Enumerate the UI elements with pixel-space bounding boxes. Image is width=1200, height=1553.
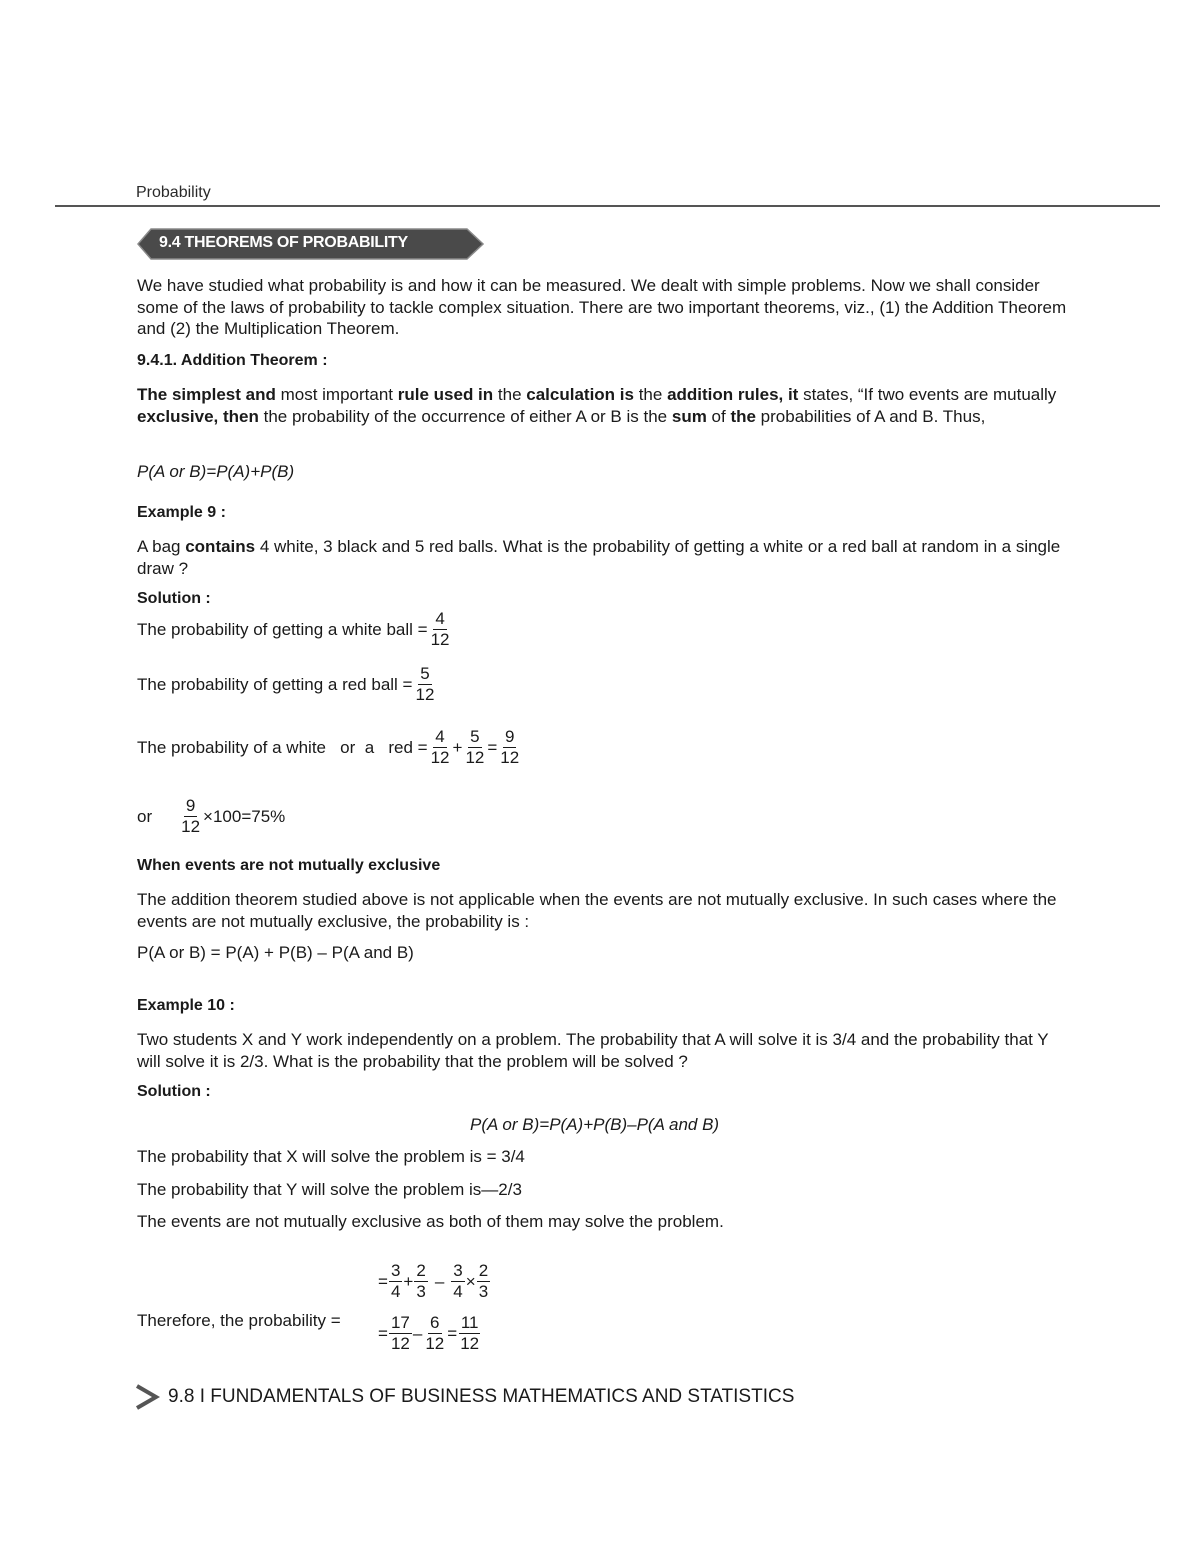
text-run: of [706, 406, 731, 426]
intro-paragraph: We have studied what probability is and how it can be measured. We dealt with simple problems. Now we shall consider some of the laws of probability to tackle complex situation. There are two important theorems, viz., (1) the Addition Theorem and (2) the Multiplication Theorem. [137, 276, 1067, 338]
fraction [414, 1262, 427, 1301]
numerator: 3 [390, 1261, 401, 1280]
denominator: 12 [500, 748, 520, 767]
addition-formula: P(A or B)=P(A)+P(B) [137, 462, 295, 481]
operator: = [378, 1323, 388, 1343]
denominator: 12 [181, 817, 201, 836]
text-bold: the [730, 406, 756, 426]
operator: + [452, 737, 463, 757]
operator: = [378, 1271, 388, 1291]
fraction [179, 797, 202, 836]
subsection-title: 9.4.1. Addition Theorem : [137, 352, 328, 369]
x-solve-probability: The probability that X will solve the problem is = 3/4 [137, 1147, 525, 1166]
fraction [429, 728, 452, 767]
operator: + [403, 1271, 414, 1291]
equation-text: ×100=75% [203, 806, 286, 826]
text-run: probabilities of A and B. Thus, [755, 406, 986, 426]
section-banner [137, 228, 484, 260]
denominator: 3 [478, 1282, 489, 1301]
denominator: 12 [430, 748, 450, 767]
fraction [423, 1314, 446, 1353]
text-bold: sum [671, 406, 707, 426]
denominator: 3 [416, 1282, 426, 1301]
running-head: Probability [136, 184, 211, 201]
header-rule [55, 205, 1160, 207]
fraction [389, 1314, 412, 1353]
white-or-red-probability [137, 728, 522, 767]
fraction [451, 1262, 464, 1301]
text-bold: rule used in [397, 385, 494, 404]
numerator: 2 [478, 1261, 489, 1280]
numerator: 4 [435, 727, 445, 746]
equation-text: or [137, 806, 153, 826]
page-footer [134, 1383, 794, 1411]
fraction [463, 728, 486, 767]
fraction [458, 1314, 481, 1353]
denominator: 4 [390, 1282, 401, 1301]
not-exclusive-note: The events are not mutually exclusive as both of them may solve the problem. [137, 1212, 724, 1231]
equation-text: The probability of a white or a red = [137, 737, 428, 757]
probability-expression-row-2 [378, 1314, 482, 1353]
footer-text: 9.8 I FUNDAMENTALS OF BUSINESS MATHEMATICS AND STATISTICS [168, 1386, 795, 1407]
text-run: most important [275, 385, 398, 404]
example-10-question: Two students X and Y work independently on a problem. The probability that A will solve it is 3/4 and the probability that Y will solve it is 2/3. What is the probability that the problem will be solved ? [137, 1030, 1049, 1071]
denominator: 12 [390, 1334, 410, 1353]
numerator: 11 [460, 1313, 479, 1332]
fraction [413, 665, 436, 704]
fraction [389, 1262, 402, 1301]
numerator: 3 [453, 1261, 463, 1280]
numerator: 9 [505, 727, 515, 746]
probability-expression-row-1 [378, 1262, 491, 1301]
text-bold: contains [185, 537, 256, 556]
text-bold: calculation is [526, 385, 634, 404]
percentage-result [137, 797, 285, 836]
example-9-question [137, 536, 1067, 579]
chevron-right-icon [134, 1383, 160, 1411]
text-bold: The simplest and [137, 385, 276, 404]
text-run: the probability of the occurrence of either A or B is the [258, 406, 672, 426]
numerator: 5 [470, 727, 480, 746]
text-bold: addition rules, it [667, 385, 799, 404]
operator: – [434, 1271, 445, 1291]
example-9-solution-label: Solution : [137, 590, 211, 607]
equation-text: The probability of getting a white ball = [137, 619, 428, 639]
numerator: 2 [416, 1261, 426, 1280]
text-run: the [633, 385, 668, 404]
numerator: 6 [430, 1313, 440, 1332]
fraction [477, 1262, 490, 1301]
text-bold: exclusive, then [137, 406, 259, 426]
denominator: 12 [465, 748, 485, 767]
operator: – [412, 1323, 423, 1343]
example-10-title: Example 10 : [137, 997, 235, 1014]
general-addition-formula: P(A or B) = P(A) + P(B) – P(A and B) [137, 943, 414, 962]
text-run: A bag [137, 537, 186, 556]
example-10-formula: P(A or B)=P(A)+P(B)–P(A and B) [470, 1115, 720, 1134]
numerator: 5 [420, 664, 430, 683]
addition-rule-paragraph [137, 384, 1067, 427]
operator: = [447, 1323, 458, 1343]
operator: × [465, 1271, 476, 1291]
not-exclusive-paragraph: The addition theorem studied above is not applicable when the events are not mutually exclusive. In such cases where the events are not mutually exclusive, the probability is : [137, 890, 1057, 931]
denominator: 12 [425, 1334, 445, 1353]
numerator: 9 [185, 796, 196, 815]
denominator: 12 [460, 1334, 480, 1353]
text-run: 4 white, 3 black and 5 red balls. What is the probability of getting a white or a red ball at random in a single draw ? [137, 537, 1061, 578]
y-solve-probability: The probability that Y will solve the problem is—2/3 [137, 1180, 522, 1199]
not-exclusive-title: When events are not mutually exclusive [137, 857, 441, 874]
numerator: 17 [390, 1313, 410, 1332]
section-title: 9.4 THEOREMS OF PROBABILITY [159, 234, 408, 251]
operator: = [487, 737, 498, 757]
white-ball-probability [137, 610, 453, 649]
therefore-label: Therefore, the probability = [137, 1311, 341, 1330]
denominator: 12 [415, 685, 435, 704]
fraction [498, 728, 521, 767]
red-ball-probability [137, 665, 437, 704]
example-10-solution-label: Solution : [137, 1083, 211, 1100]
text-run: the [493, 385, 527, 404]
example-9-title: Example 9 : [137, 504, 226, 521]
denominator: 4 [453, 1282, 463, 1301]
fraction [429, 610, 452, 649]
text-run: states, “If two events are mutually [798, 385, 1057, 404]
denominator: 12 [430, 630, 450, 649]
equation-text: The probability of getting a red ball = [137, 674, 413, 694]
numerator: 4 [435, 609, 445, 628]
